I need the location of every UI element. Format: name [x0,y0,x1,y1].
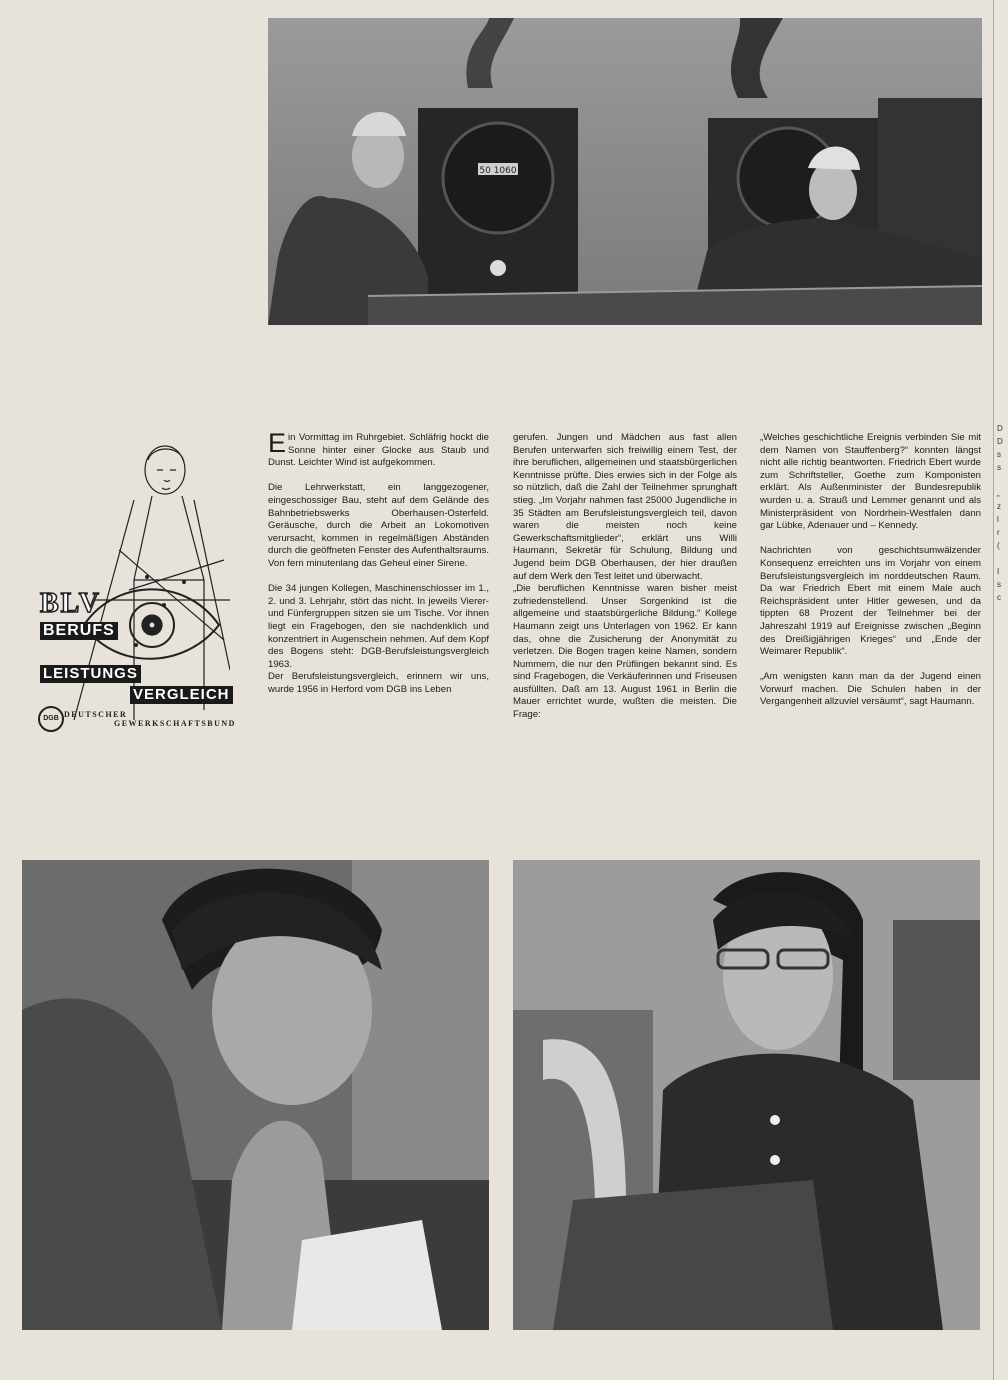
article-column-1 [268,428,489,696]
article-column-3 [760,432,981,709]
paragraph [268,428,489,470]
logo-leistungs: LEISTUNGS [40,665,141,683]
paragraph: Die Lehrwerkstatt, ein langgezogener, eingeschossiger Bau, steht auf dem Gelände des Bahnbetriebswerks Oberhausen-Osterfeld. Geräusche, durch die Arbeit an Lokomotiven verursacht, kommen in regelmäßigen Abständen durch die geöffneten Fenster des Aufenthaltsraums. Von fern minutenlang das Geheul einer Sirene. [268,482,489,569]
edge-letter: I [997,567,1000,576]
edge-letter: s [997,463,1001,472]
edge-letter: c [997,593,1001,602]
paragraph: „Die beruflichen Kenntnisse waren bisher meist zufriedenstellend. Unser Sorgenkind ist die allgemeine und staatsbürgerliche Bildung.“ Kollege Haumann zeigt uns Unterlagen von 1962. Er kann das, ohne die Zusicherung der Anonymität zu verletzen. Die Bogen tragen keine Namen, sondern Nummern, die nur den Prüflingen bekannt sind. Es sind Fragebogen, die Verkäuferinnen und Friseusen ausfüllten. Daß am 13. August 1961 in Berlin die Mauer errichtet wurde, wußten die meisten. Die Frage: [513,583,737,721]
engine-number: 50 1060 [479,166,517,176]
paragraph: Der Berufsleistungsvergleich, erinnern wir uns, wurde 1956 in Herford vom DGB ins Leben [268,671,489,695]
top-photo [268,18,982,325]
paragraph: gerufen. Jungen und Mädchen aus fast allen Berufen unterwarfen sich freiwillig einem Test, der ihre beruflichen, allgemeinen und staatsbürgerlichen Kenntnisse prüfte. Dies erwies sich in der Folge als so nützlich, daß die Zahl der Teilnehmer sprunghaft stieg. „Im Vorjahr nahmen fast 25000 Jugendliche in 35 Städten am Berufsleistungsvergleich teil, davon waren die meisten noch keine Gewerkschaftsmitglieder“, erklärt uns Willi Haumann, Sekretär für Schulung, Bildung und Jugend beim DGB Oberhausen, der hier draußen auf dem Werk den Test leitet und überwacht. [513,432,737,582]
logo-blv: BLV [40,588,102,619]
paragraph: „Welches geschichtliche Ereignis verbinden Sie mit dem Namen von Stauffenberg?“ konnten längst nicht alle richtig beantworten. Friedrich Ebert wurde zum Schriftsteller, Goethe zum Komponisten erklärt. Als Außenminister der Bundesrepublik wurden u. a. Strauß und Lemmer genannt und als Ministerpräsident von Nordrhein-Westfalen dann gar Lübke, Adenauer und – Kennedy. [760,432,981,532]
paragraph: Nachrichten von geschichtsumwälzender Konsequenz erreichten uns im Vorjahr von einem Berufsleistungsvergleich im norddeutschen Raum. Da war Friedrich Ebert mit einem Male auch Reichspräsident unter Hitler gewesen, und da tippten 68 Prozent der Teilnehmer bei der Jahreszahl 1919 auf Ereignisse zwischen „Beginn des Dreißigjährigen Krieges“ und „Ende der Weimarer Republik“. [760,545,981,658]
edge-letter: D [997,424,1003,433]
bottom-right-photo [513,860,980,1330]
org-deutscher: DEUTSCHER [64,710,128,719]
paragraph: „Am wenigsten kann man da der Jugend einen Vorwurf machen. Die Schulen haben in der Vergangenheit allzuviel versäumt“, sagt Haumann. [760,671,981,708]
edge-letter: l [997,515,999,524]
edge-letter: s [997,580,1001,589]
org-gewerkschaftsbund: GEWERKSCHAFTSBUND [114,719,236,728]
girl-typewriter-illustration [513,860,980,1330]
edge-letter: D [997,437,1003,446]
logo-vergleich: VERGLEICH [130,686,233,704]
drop-cap: E [268,428,287,458]
edge-letter: ( [997,541,1000,550]
paragraph-text: in Vormittag im Ruhrgebiet. Schläfrig hockt die Sonne hinter einer Glocke aus Staub und Dunst. Leichter Wind ist aufgekommen. [268,432,489,469]
edge-letter: z [997,502,1001,511]
edge-letter: s [997,450,1001,459]
dgb-mark-text: DGB [43,715,59,722]
edge-letter: „ [997,489,1000,498]
paragraph: Die 34 jungen Kollegen, Maschinenschlosser im 1., 2. und 3. Lehrjahr, stört das nicht. In jeweils Vierer- und Fünfergruppen sitzen sie um Tische. Vor ihnen liegt ein Fragebogen, den sie nachdenklich und konzentriert in Augenschein nehmen. Auf dem Kopf des Bogens steht: DGB-Berufsleistungsvergleich 1963. [268,583,489,670]
next-page-edge [993,0,1008,1380]
dgb-mark [38,706,64,732]
edge-letter: r [997,528,1000,537]
article-column-2 [513,432,737,722]
locomotive-illustration [268,18,982,325]
bottom-left-photo [22,860,489,1330]
blv-logo [34,440,236,730]
logo-berufs: BERUFS [40,622,118,640]
boy-writing-illustration [22,860,489,1330]
